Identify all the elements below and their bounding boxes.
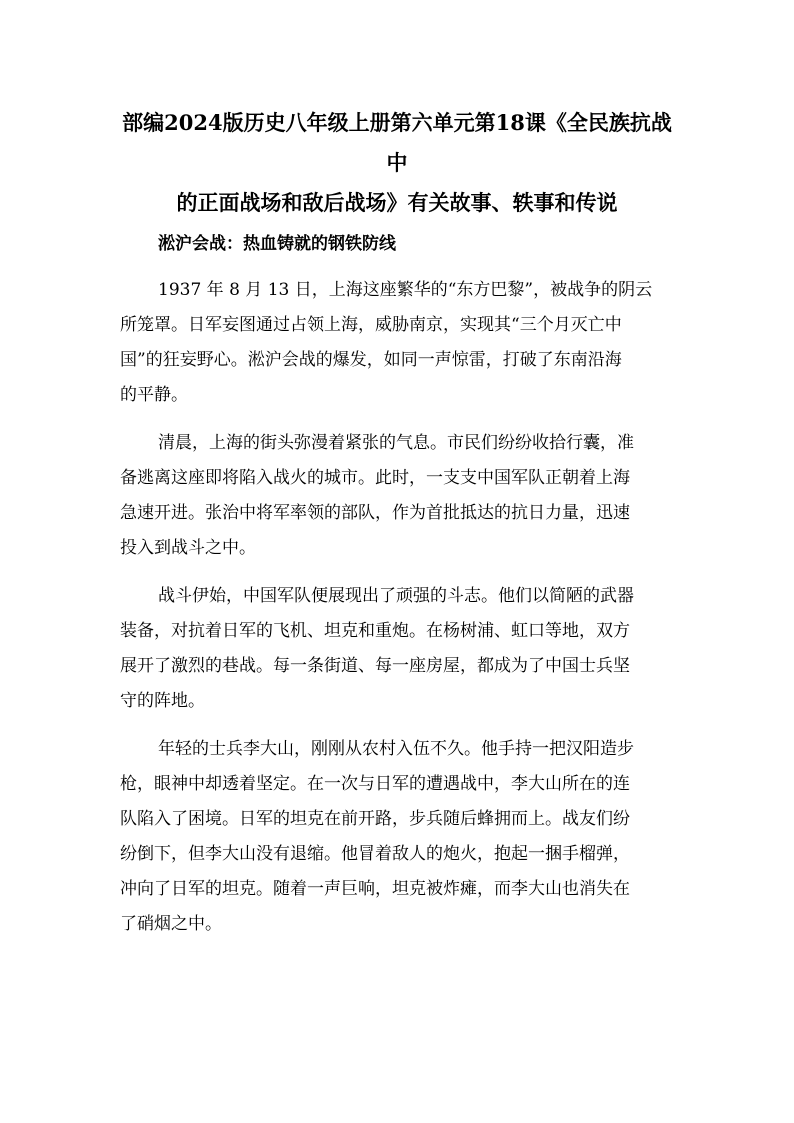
paragraph-2: 清晨，上海的街头弥漫着紧张的气息。市民们纷纷收拾行囊，准 备逃离这座即将陷入战火的城市。此时，一支支中国军队正朝着上海 急速开进。张治中将军率领的部队，作为首批抵达的抗日力量，迅速 投入到战斗之中。 <box>120 433 634 558</box>
paragraph-4: 年轻的士兵李大山，刚刚从农村入伍不久。他手持一把汉阳造步 枪，眼神中却透着坚定。在一次与日军的遭遇战中，李大山所在的连 队陷入了困境。日军的坦克在前开路，步兵随后蜂拥而上。战友们纷 纷倒下，但李大山没有退缩。他冒着敌人的炮火，抱起一捆手榴弹， 冲向了日军的坦克。随着一声巨响，坦克被炸瘫，而李大山也消失在 了硝烟之中。 <box>120 739 634 934</box>
paragraph-3: 战斗伊始，中国军队便展现出了顽强的斗志。他们以简陋的武器 装备，对抗着日军的飞机、坦克和重炮。在杨树浦、虹口等地，双方 展开了激烈的巷战。每一条街道、每一座房屋，都成为了中国士兵坚 守的阵地。 <box>120 586 634 711</box>
document-title: 部编2024版历史八年级上册第六单元第18课《全民族抗战中 的正面战场和敌后战场》有关故事、轶事和传说 <box>122 110 672 215</box>
paragraph-1: 1937 年 8 月 13 日，上海这座繁华的“东方巴黎”，被战争的阴云 所笼罩。日军妄图通过占领上海，威胁南京，实现其“三个月灭亡中 国”的狂妄野心。淞沪会战的爆发，如同一声惊雷，打破了东南沿海 的平静。 <box>120 280 653 405</box>
section-heading: 淞沪会战：热血铸就的钢铁防线 <box>158 234 396 254</box>
